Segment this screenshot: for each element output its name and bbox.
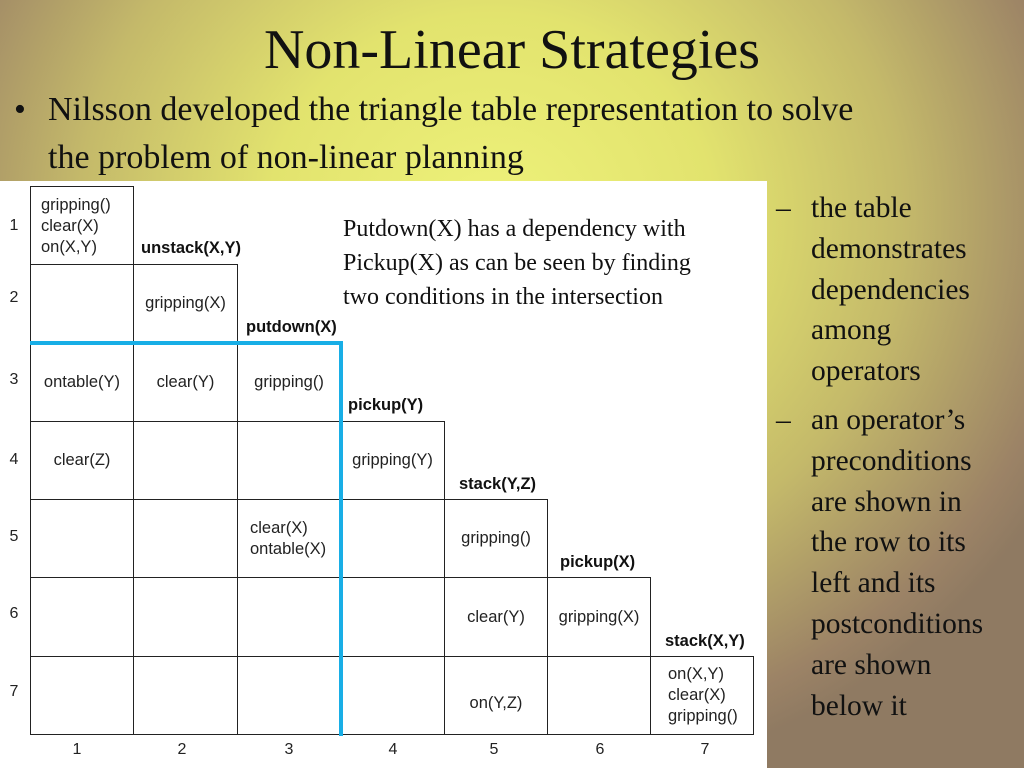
cell-text: on(X,Y) — [668, 665, 724, 683]
col-label-3: 3 — [284, 741, 294, 758]
sub-bullet-line: left and its — [811, 567, 936, 600]
sub-bullet-line: demonstrates — [811, 232, 967, 265]
cell-text: gripping(Y) — [352, 451, 433, 469]
cell-r4c2 — [133, 421, 238, 500]
highlight-vertical-line — [339, 341, 343, 736]
note-line-2: Pickup(X) as can be seen by finding — [343, 250, 691, 276]
cell-r6c5 — [444, 577, 548, 657]
col-label-2: 2 — [177, 741, 187, 758]
operator-label-5: pickup(X) — [560, 553, 636, 571]
sub-bullet-line: are shown in — [811, 485, 962, 518]
cell-text: on(X,Y) — [41, 238, 97, 256]
operator-label-1: unstack(X,Y) — [141, 239, 241, 257]
cell-r1c1 — [30, 186, 134, 265]
cell-text: gripping(X) — [558, 607, 640, 626]
cell-text: gripping() — [41, 196, 111, 214]
cell-r7c3 — [237, 656, 341, 735]
cell-text: gripping(X) — [145, 294, 226, 312]
cell-r7c6 — [547, 656, 651, 735]
cell-text: clear(X) — [668, 686, 726, 704]
cell-r5c2 — [133, 499, 238, 578]
cell-r7c1 — [30, 656, 134, 735]
cell-r4c4 — [340, 421, 445, 500]
cell-r6c3 — [237, 577, 341, 657]
sub-bullet-line: an operator’s — [811, 403, 966, 436]
sub-bullet-line: the table — [811, 192, 912, 224]
sub-bullet-line: preconditions — [811, 444, 972, 477]
cell-r6c1 — [30, 577, 134, 657]
cell-r6c4 — [340, 577, 445, 657]
cell-r6c2 — [133, 577, 238, 657]
sub-bullet-line: are shown — [811, 648, 932, 681]
slide-title: Non-Linear Strategies — [263, 19, 761, 81]
bullet-marker: • — [14, 91, 26, 128]
note-line-1: Putdown(X) has a dependency with — [343, 216, 686, 242]
dash-marker: – — [776, 192, 791, 224]
cell-text: clear(X) — [41, 217, 99, 235]
sub-bullet-line: dependencies — [811, 273, 970, 306]
dash-marker: – — [776, 403, 791, 436]
intro-line-2: the problem of non-linear planning — [48, 139, 524, 176]
cell-r7c7 — [650, 656, 754, 735]
cell-r6c6 — [547, 577, 651, 657]
cell-r2c2 — [133, 264, 238, 343]
col-label-4: 4 — [388, 741, 398, 758]
cell-text: gripping() — [668, 707, 738, 725]
highlight-horizontal-line — [30, 341, 343, 345]
row-label-4: 4 — [9, 451, 19, 468]
row-label-1: 1 — [9, 217, 19, 234]
cell-r5c1 — [30, 499, 134, 578]
note-line-3: two conditions in the intersection — [343, 284, 663, 310]
cell-text: clear(Z) — [53, 451, 111, 469]
row-label-2: 2 — [9, 289, 19, 306]
operator-label-4: stack(Y,Z) — [459, 475, 537, 493]
col-label-5: 5 — [489, 741, 499, 758]
sub-bullet-line: below it — [811, 689, 907, 722]
sub-bullet-2 — [776, 400, 1020, 726]
cell-r2c1 — [30, 264, 134, 343]
sub-bullet-1 — [776, 188, 1020, 392]
cell-text: ontable(Y) — [43, 372, 121, 391]
row-label-6: 6 — [9, 605, 19, 622]
sub-bullet-list — [776, 188, 1020, 734]
cell-text: ontable(X) — [250, 539, 327, 558]
row-label-7: 7 — [9, 683, 19, 700]
dependency-note — [343, 212, 763, 314]
cell-text: clear(Y) — [467, 607, 525, 626]
cell-text: clear(Y) — [156, 372, 215, 391]
intro-bullet — [14, 86, 1014, 182]
sub-bullet-line: among — [811, 314, 892, 347]
intro-line-1: Nilsson developed the triangle table representation to solve — [48, 91, 854, 128]
cell-r5c3 — [237, 499, 341, 578]
col-label-1: 1 — [72, 741, 82, 758]
triangle-table-figure — [0, 181, 767, 768]
col-label-7: 7 — [700, 741, 710, 758]
row-label-5: 5 — [9, 528, 19, 545]
col-label-6: 6 — [595, 741, 605, 758]
cell-text: on(Y,Z) — [469, 694, 523, 712]
cell-text: gripping() — [461, 529, 531, 547]
row-label-3: 3 — [9, 371, 19, 388]
operator-label-6: stack(X,Y) — [665, 632, 745, 650]
sub-bullet-line: the row to its — [811, 526, 966, 559]
sub-bullet-line: postconditions — [811, 607, 984, 640]
cell-r4c3 — [237, 421, 341, 500]
cell-r7c4 — [340, 656, 445, 735]
cell-r5c5 — [444, 499, 548, 578]
operator-label-2: putdown(X) — [246, 318, 337, 336]
cell-r4c1 — [30, 421, 134, 500]
operator-label-3: pickup(Y) — [348, 396, 424, 414]
cell-text: clear(X) — [250, 518, 308, 537]
cell-r7c5 — [444, 656, 548, 735]
sub-bullet-line: operators — [811, 355, 921, 388]
cell-r5c4 — [340, 499, 445, 578]
cell-r3c2 — [133, 342, 238, 422]
cell-r3c3 — [237, 342, 341, 422]
cell-r7c2 — [133, 656, 238, 735]
cell-r3c1 — [30, 342, 134, 422]
cell-text: gripping() — [254, 372, 324, 391]
